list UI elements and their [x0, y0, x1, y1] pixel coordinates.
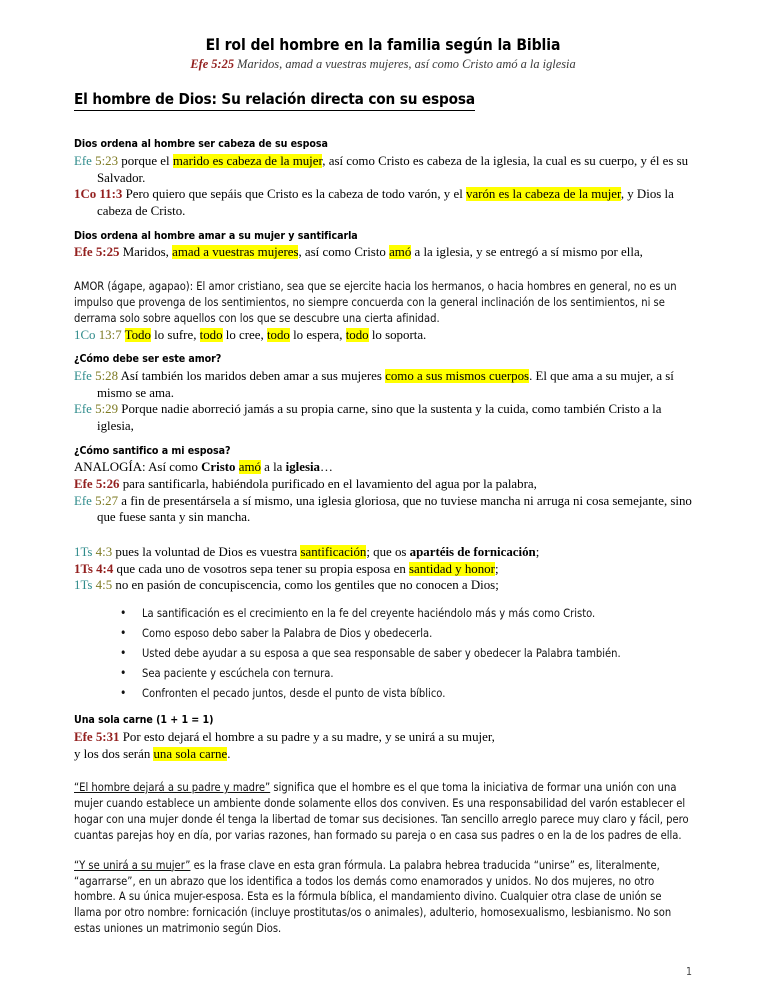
verse-ref-book: 1Co	[74, 327, 99, 342]
verse-text: que cada uno de vosotros sepa tener su propia esposa en	[116, 561, 409, 576]
subheading-santifico: ¿Cómo santifico a mi esposa?	[74, 444, 231, 457]
verse-ref-book: Efe	[74, 368, 96, 383]
verse-text: Así también los maridos deben amar a sus mujeres	[120, 368, 386, 383]
verse-ref-chapter: 5:27	[95, 493, 119, 508]
verse-line	[74, 244, 692, 261]
verse-text: , así como Cristo	[298, 245, 390, 260]
verse-ref-book: Efe	[74, 402, 96, 417]
verse-reference	[74, 545, 112, 559]
verse-group-7	[74, 729, 692, 746]
verse-ref-book: 1Ts	[74, 578, 96, 593]
list-item: • Usted debe ayudar a su esposa a que sea responsable de saber y obedecer la Palabra también.	[120, 648, 692, 659]
verse-reference	[74, 402, 118, 416]
analogy-tail: …	[320, 460, 333, 475]
highlighted-text: varón es la cabeza de la mujer	[466, 187, 621, 202]
verse-text: ;	[535, 544, 540, 559]
para2-rest: es la frase clave en esta gran fórmula. La palabra hebrea traducida “unirse” es, literalmente, “agarrarse”, en un abrazo que los identifica a todos los demás como enamorados y unidos. No dos mujeres, no otro hombre. A su única mujer-esposa. Esta es la fórmula bíblica, el mandamiento divino. Cualquier otra clase de unión se llama por otro nombre: fornicación (incluye prostitutas/os o animales), adulterio, homosexualismo, lesbianismo. No son estas uniones un matrimonio según Dios.	[74, 858, 672, 936]
subtitle-verse-text: Maridos, amad a vuestras mujeres, así como Cristo amó a la iglesia	[237, 57, 576, 72]
verse-ref-chapter: 5:28	[95, 368, 119, 383]
section-heading-wrap	[74, 90, 692, 125]
list-item: • Como esposo debo saber la Palabra de Dios y obedecerla.	[120, 628, 692, 639]
verse-line	[74, 186, 692, 219]
verse-group-4	[74, 368, 692, 435]
highlighted-text: todo	[345, 327, 369, 342]
analogy-line	[74, 459, 692, 476]
bold-text: apartéis de fornicación	[409, 544, 536, 559]
highlighted-text: Todo	[124, 327, 151, 342]
subheading-como-amor: ¿Cómo debe ser este amor?	[74, 353, 222, 366]
list-item: • Confronten el pecado juntos, desde el punto de vista bíblico.	[120, 688, 692, 699]
verse-line	[74, 327, 692, 344]
subheading-cabeza: Dios ordena al hombre ser cabeza de su esposa	[74, 138, 328, 151]
verse-line	[74, 401, 692, 434]
verse-text: lo espera,	[289, 327, 346, 342]
document-subtitle	[74, 57, 692, 72]
page-title: El rol del hombre en la familia según la Biblia	[205, 36, 561, 54]
verse-ref-chapter: 5:29	[95, 402, 119, 417]
highlighted-text: santificación	[300, 544, 367, 559]
verse-text: lo cree,	[222, 327, 267, 342]
verse-group-1	[74, 153, 692, 220]
highlighted-text: como a sus mismos cuerpos	[385, 368, 530, 383]
list-item: • La santificación es el crecimiento en la fe del creyente haciéndolo más y más como Cristo.	[120, 608, 692, 619]
highlighted-text: todo	[266, 327, 290, 342]
verse-text: no en pasión de concupiscencia, como los gentiles que no conocen a Dios;	[115, 578, 499, 593]
highlighted-text: marido es cabeza de la mujer	[172, 154, 323, 169]
santificacion-bullet-list	[74, 608, 692, 699]
verse-group-5	[74, 476, 692, 526]
para1-rest: significa que el hombre es el que toma la iniciativa de formar una unión con una mujer cuando establece un ambiente donde solamente ellos dos conviven. Es una responsabilidad del varón establecer el hogar con una mujer donde él tenga la libertad de tomar sus decisiones. Tan sencillo arreglo parece muy claro y fácil, pero cuantas parejas hoy en día, por varias razones, han formado su pareja o en casa sus padres o en la de los padres de ella.	[74, 781, 689, 842]
verse-reference	[74, 245, 119, 259]
verse-ref-book: Efe	[74, 493, 96, 508]
verse-group-3	[74, 327, 692, 344]
highlighted-text: una sola carne	[153, 746, 228, 761]
verse-line	[74, 577, 692, 594]
analogy-lead: ANALOGÍA: Así como	[74, 460, 202, 475]
page-number: 1	[685, 966, 692, 978]
verse-continuation-line	[74, 746, 692, 763]
analogy-word-amo: amó	[238, 460, 261, 475]
verse-reference	[74, 578, 112, 592]
verse-text: lo sufre,	[150, 327, 200, 342]
amor-definition-paragraph: AMOR (ágape, agapao): El amor cristiano, sea que se ejercite hacia los hermanos, o hacia hombres en general, no es un impulso que provenga de los sentimientos, no siempre concuerda con la general inclinación de los sentimientos, ni se derrama solo sobre aquellos con los que se descubre una cierta afinidad.	[74, 280, 677, 325]
verse-text: ; que os	[366, 544, 410, 559]
highlighted-text: amó	[389, 245, 412, 260]
verse-reference	[74, 187, 122, 201]
verse-text: pues la voluntad de Dios es vuestra	[115, 544, 301, 559]
verse-line	[74, 493, 692, 526]
verse-ref-book: Efe	[74, 154, 96, 169]
verse-reference	[74, 154, 118, 168]
verse-ref-chapter: 4:5	[95, 578, 113, 593]
verse-text: Maridos,	[122, 245, 173, 260]
verse-text: a fin de presentársela a sí mismo, una iglesia gloriosa, que no tuviese mancha ni arruga ni cosa semejante, sino que fuese santa y sin mancha.	[97, 493, 692, 525]
highlighted-text: amad a vuestras mujeres	[172, 245, 299, 260]
para2-quote: “Y se unirá a su mujer”	[74, 858, 191, 872]
verse-ref-label: Efe 5:26	[74, 476, 120, 491]
verse-reference	[74, 494, 118, 508]
section-heading: El hombre de Dios: Su relación directa con su esposa	[74, 90, 475, 111]
analogy-word-cristo: Cristo	[201, 460, 236, 475]
subheading-una-sola-carne: Una sola carne (1 + 1 = 1)	[74, 714, 214, 727]
verse-ref-chapter: 13:7	[98, 327, 122, 342]
verse-text: Por esto dejará el hombre a su padre y a su madre, y se unirá a su mujer,	[122, 730, 495, 745]
verse-text: . El que ama a su mujer, a sí mismo se ama.	[97, 368, 674, 400]
verse-text: , así como Cristo es cabeza de la iglesia, la cual es su cuerpo, y él es su Salvador.	[97, 154, 689, 185]
verse-reference	[74, 562, 113, 576]
verse-text: Pero quiero que sepáis que Cristo es la cabeza de todo varón, y el	[125, 187, 466, 202]
highlighted-text: todo	[199, 327, 223, 342]
verse-ref-chapter: 5:23	[95, 154, 119, 169]
verse-reference	[74, 730, 119, 744]
verse-line	[74, 368, 692, 401]
analogy-mid-2: a la	[260, 460, 286, 475]
verse-ref-book: 1Ts	[74, 544, 96, 559]
verse-line	[74, 544, 692, 561]
verse-group-2	[74, 244, 692, 261]
verse-reference	[74, 477, 119, 491]
subtitle-verse-ref: Efe 5:25	[190, 57, 235, 72]
verse-line	[74, 561, 692, 578]
verse-text: porque el	[121, 154, 173, 169]
verse-reference	[74, 328, 122, 342]
verse-text: para santificarla, habiéndola purificado en el lavamiento del agua por la palabra,	[122, 476, 537, 491]
verse-text: a la iglesia, y se entregó a sí mismo por ella,	[411, 245, 643, 260]
verse-ref-label: Efe 5:25	[74, 245, 120, 260]
subheading-amar: Dios ordena al hombre amar a su mujer y santificarla	[74, 229, 358, 242]
verse-reference	[74, 369, 118, 383]
verse-text: ;	[494, 561, 499, 576]
verse-line	[74, 476, 692, 493]
verse-text: , y Dios la cabeza de Cristo.	[97, 187, 674, 218]
verse-line	[74, 153, 692, 186]
analogy-word-iglesia: iglesia	[285, 460, 320, 475]
verse-group-6	[74, 544, 692, 594]
list-item: • Sea paciente y escúchela con ternura.	[120, 668, 692, 679]
paragraph-unira-mujer	[74, 858, 692, 937]
verse-line	[74, 729, 692, 746]
verse-ref-label: 1Co 11:3	[74, 187, 123, 202]
verse-ref-label: Efe 5:31	[74, 730, 120, 745]
verse-text: y los dos serán	[74, 746, 154, 761]
verse-text: .	[227, 746, 231, 761]
verse-text: Porque nadie aborreció jamás a su propia carne, sino que la sustenta y la cuida, como también Cristo a la iglesia,	[97, 402, 662, 433]
para1-quote: “El hombre dejará a su padre y madre”	[74, 781, 271, 795]
verse-text: lo soporta.	[368, 327, 427, 342]
paragraph-dejara-padre-madre	[74, 780, 692, 843]
verse-ref-chapter: 4:3	[95, 544, 113, 559]
verse-ref-label: 1Ts 4:4	[74, 561, 114, 576]
highlighted-text: santidad y honor	[409, 561, 495, 576]
